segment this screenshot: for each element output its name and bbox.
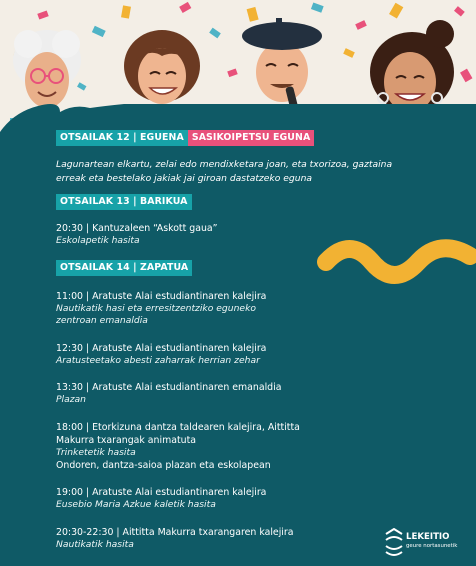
event-location: Eusebio Maria Azkue kaletik hasita [56, 499, 216, 510]
section-header-feb-14 [56, 260, 456, 276]
event-item [56, 342, 456, 368]
event-location: Plazan [56, 394, 86, 405]
event-title: 20:30-22:30 | Aittitta Makurra txarangaren kalejira [56, 526, 294, 538]
event-item [56, 421, 456, 473]
section-description: Lagunartean elkartu, zelai edo mendixketara joan, eta txorizoa, gaztaina erreak eta bestelako jakiak jai giroan dastatzeko eguna [56, 159, 393, 184]
lekeitio-emblem-icon [384, 528, 404, 558]
event-title: 18:00 | Etorkizuna dantza taldearen kalejira, Aittitta Makurra txarangak animatuta [56, 421, 300, 446]
event-title: 19:00 | Aratuste Alai estudiantinaren kalejira [56, 487, 267, 498]
date-label: OTSAILAK 12 | EGUENA [56, 130, 188, 146]
event-location: Nautikatik hasita [56, 538, 134, 550]
event-location: Nautikatik hasi eta erresitzentziko eguneko zentroan emanaldia [56, 302, 257, 326]
lekeitio-logo [384, 526, 474, 562]
event-item [56, 290, 456, 328]
logo-tagline: geure nortasunetik [406, 543, 458, 549]
event-item [56, 222, 456, 248]
event-title: 12:30 | Aratuste Alai estudiantinaren kalejira [56, 342, 267, 354]
date-label: OTSAILAK 14 | ZAPATUA [56, 260, 192, 276]
event-note: Ondoren, dantza-saioa plazan eta eskolapean [56, 460, 271, 471]
date-label: OTSAILAK 13 | BARIKUA [56, 194, 192, 210]
event-location: Eskolapetik hasita [56, 235, 140, 246]
special-day-label: SASIKOIPETSU EGUNA [188, 130, 314, 146]
event-title: 13:30 | Aratuste Alai estudiantinaren emanaldia [56, 382, 282, 393]
event-item [56, 486, 456, 512]
event-title: 20:30 | Kantuzaleen “Askott gaua” [56, 223, 218, 234]
event-item [56, 381, 456, 407]
event-location: Aratusteetako abesti zaharrak herrian zehar [56, 354, 260, 366]
event-title: 11:00 | Aratuste Alai estudiantinaren kalejira [56, 290, 267, 302]
logo-name: LEKEITIO [406, 532, 450, 542]
program-content [56, 130, 456, 551]
section-header-feb-13 [56, 194, 456, 210]
section-header-feb-12 [56, 130, 456, 146]
event-location: Trinketetik hasita [56, 446, 136, 458]
